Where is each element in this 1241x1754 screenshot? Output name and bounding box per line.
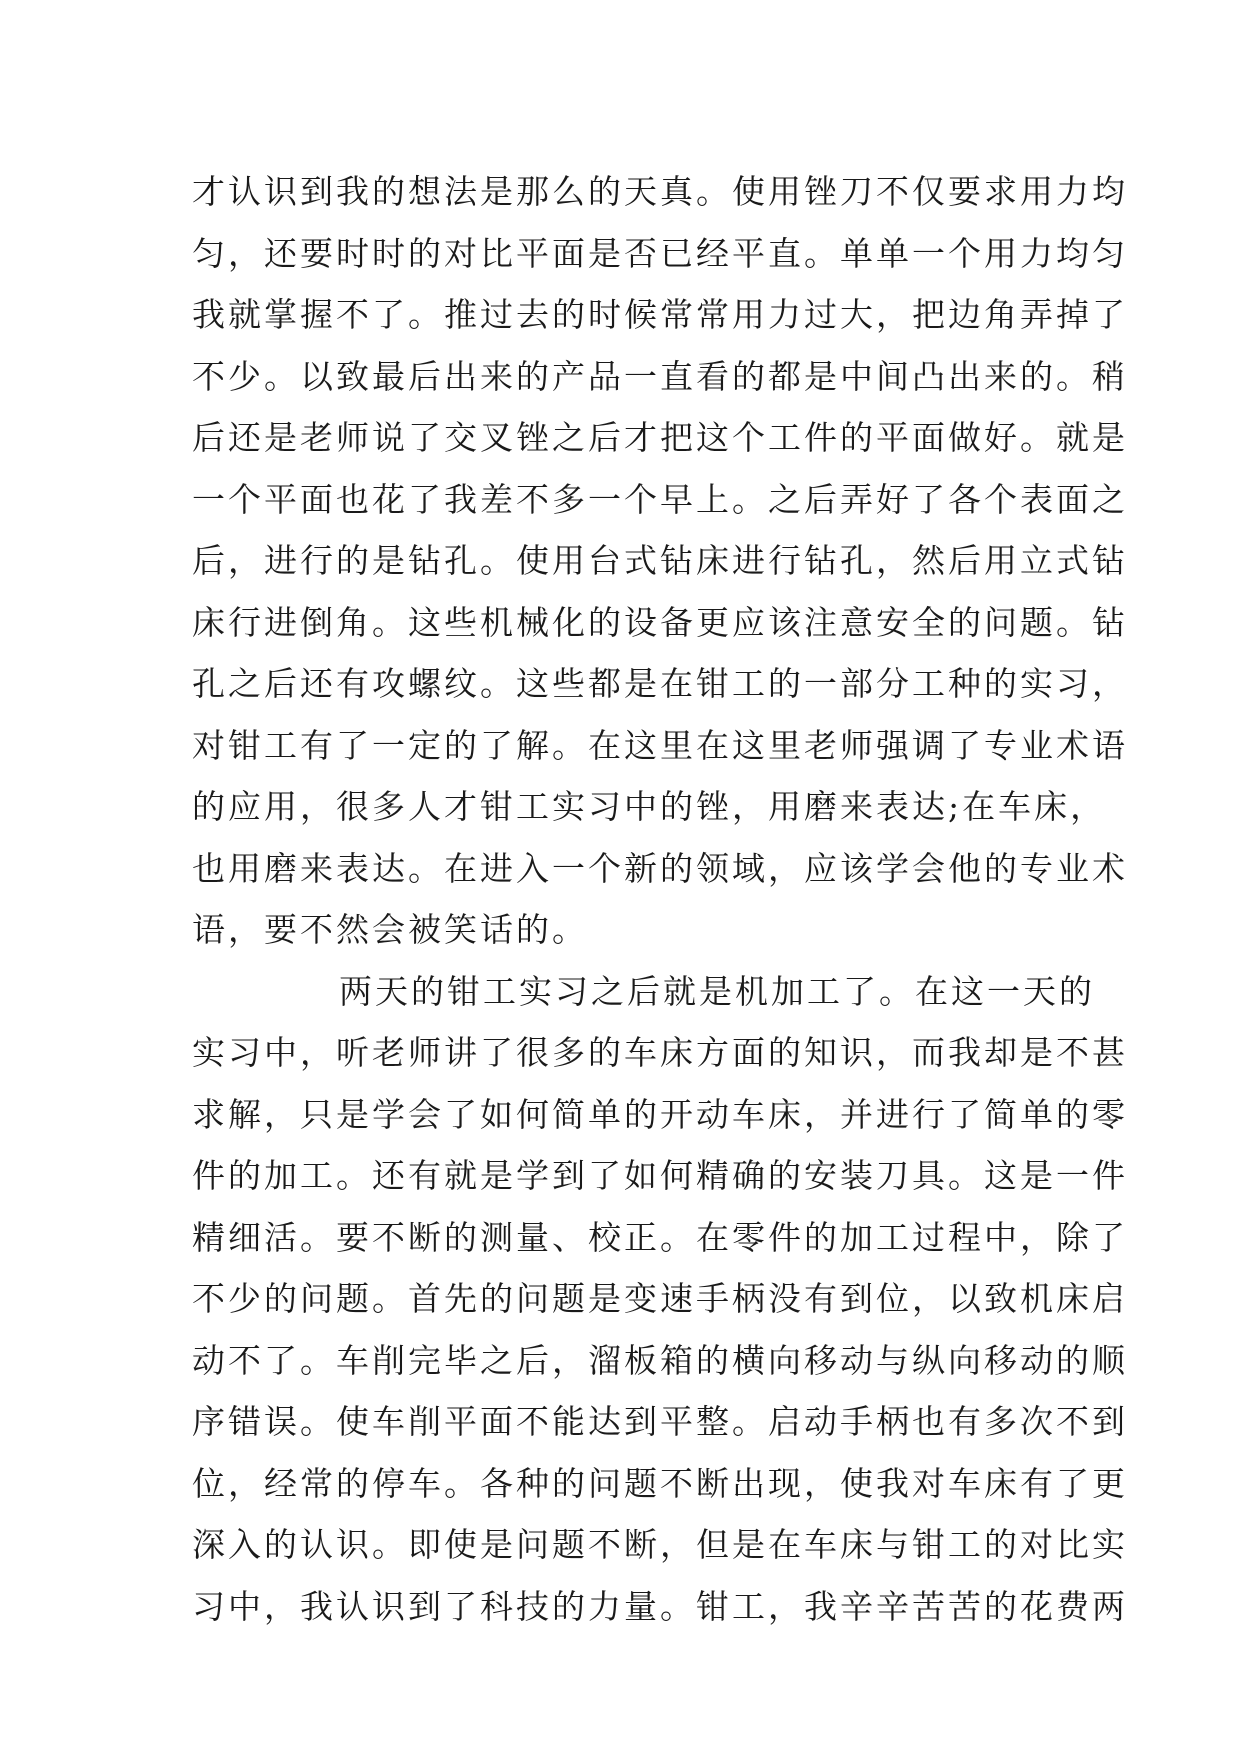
text-line: 语，要不然会被笑话的。 (192, 910, 588, 949)
text-line: 求解，只是学会了如何简单的开动车床，并进行了简单的零 (192, 1094, 1128, 1134)
text-line: 精细活。要不断的测量、校正。在零件的加工过程中，除了 (192, 1217, 1128, 1257)
text-line: 一个平面也花了我差不多一个早上。之后弄好了各个表面之 (192, 479, 1128, 519)
text-line: 件的加工。还有就是学到了如何精确的安装刀具。这是一件 (192, 1156, 1128, 1195)
text-line: 动不了。车削完毕之后，溜板箱的横向移动与纵向移动的顺 (192, 1340, 1128, 1380)
text-line: 匀，还要时时的对比平面是否已经平直。单单一个用力均匀 (192, 233, 1128, 273)
text-line: 不少的问题。首先的问题是变速手柄没有到位，以致机床启 (192, 1279, 1128, 1318)
text-line: 才认识到我的想法是那么的天真。使用锉刀不仅要求用力均 (192, 172, 1128, 211)
text-line: 不少。以致最后出来的产品一直看的都是中间凸出来的。稍 (192, 356, 1128, 396)
text-line: 习中，我认识到了科技的力量。钳工，我辛辛苦苦的花费两 (192, 1586, 1128, 1626)
text-line: 我就掌握不了。推过去的时候常常用力过大，把边角弄掉了 (192, 295, 1128, 334)
text-line: 对钳工有了一定的了解。在这里在这里老师强调了专业术语 (192, 725, 1128, 765)
text-line: 孔之后还有攻螺纹。这些都是在钳工的一部分工种的实习， (192, 664, 1128, 703)
text-line: 后还是老师说了交叉锉之后才把这个工件的平面做好。就是 (192, 418, 1128, 457)
text-line: 后，进行的是钻孔。使用台式钻床进行钻孔，然后用立式钻 (192, 541, 1128, 580)
text-line: 实习中，听老师讲了很多的车床方面的知识，而我却是不甚 (192, 1033, 1128, 1072)
text-line: 床行进倒角。这些机械化的设备更应该注意安全的问题。钻 (192, 602, 1128, 642)
text-line: 也用磨来表达。在进入一个新的领域，应该学会他的专业术 (192, 848, 1128, 888)
text-line: 深入的认识。即使是问题不断，但是在车床与钳工的对比实 (192, 1525, 1128, 1564)
body-text (192, 161, 1128, 1637)
paragraph-start-line: 两天的钳工实习之后就是机加工了。在这一天的 (339, 971, 1095, 1011)
text-line: 位，经常的停车。各种的问题不断出现，使我对车床有了更 (192, 1463, 1128, 1503)
text-line: 序错误。使车削平面不能达到平整。启动手柄也有多次不到 (192, 1402, 1128, 1441)
text-line: 的应用，很多人才钳工实习中的锉，用磨来表达;在车床， (192, 787, 1107, 826)
